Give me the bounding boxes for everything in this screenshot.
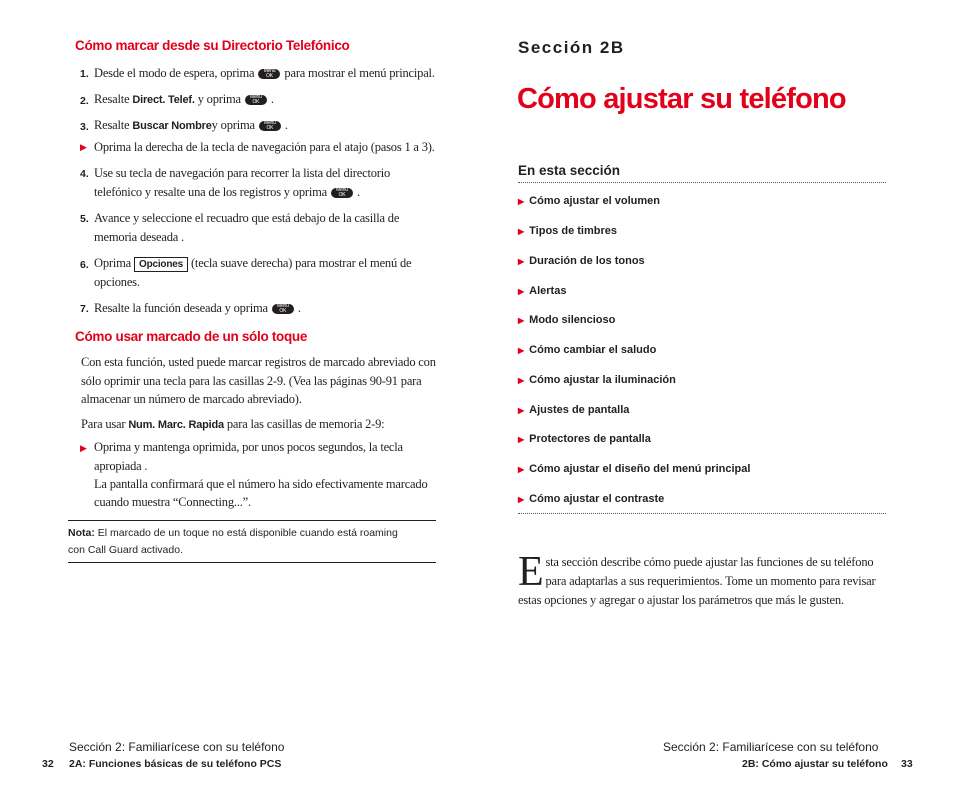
bullet-triangle-icon: ▶ — [518, 316, 525, 325]
page-title: Cómo ajustar su teléfono — [517, 83, 846, 115]
options-softkey-label: Opciones — [134, 257, 188, 272]
bullet-triangle-icon: ▶ — [518, 376, 525, 385]
step-number: 3. — [80, 121, 89, 133]
divider-dotted — [518, 182, 886, 183]
step-6-line-2: opciones. — [94, 275, 140, 289]
section-label: Sección 2B — [518, 38, 625, 57]
in-this-section-heading: En esta sección — [518, 163, 621, 178]
step-3: Resalte Buscar Nombrey oprima Menu OK . — [94, 118, 288, 132]
bullet-triangle-icon: ▶ — [518, 346, 525, 355]
toc-item[interactable]: ▶ Ajustes de pantalla — [518, 404, 630, 416]
toc-item[interactable]: ▶ Cómo ajustar la iluminación — [518, 374, 676, 386]
footer-chapter-right: 2B: Cómo ajustar su teléfono — [742, 758, 888, 770]
page-number-right: 33 — [901, 758, 913, 770]
shortcut-tip: Oprima la derecha de la tecla de navegación para el atajo (pasos 1 a 3). — [94, 140, 435, 154]
step-2: Resalte Direct. Telef. y oprima Menu OK . — [94, 92, 274, 106]
bullet-triangle-icon: ▶ — [518, 406, 525, 415]
step-7: Resalte la función deseada y oprima Menu OK . — [94, 301, 301, 315]
toc-item[interactable]: ▶ Protectores de pantalla — [518, 433, 651, 445]
bullet-triangle-icon: ▶ — [80, 142, 87, 152]
toc-item[interactable]: ▶ Modo silencioso — [518, 314, 616, 326]
menu-ok-key-icon: Menu OK — [272, 304, 294, 314]
step-1: Desde el modo de espera, oprima Menu OK para mostrar el menú principal. — [94, 66, 435, 80]
footer-section-right: Sección 2: Familiarícese con su teléfono — [663, 740, 879, 754]
bullet-triangle-icon: ▶ — [518, 287, 525, 296]
paragraph-line: almacenar un número de marcado abreviado). — [81, 392, 302, 406]
bullet-line: cuando muestra “Connecting...”. — [94, 495, 251, 509]
bullet-triangle-icon: ▶ — [518, 197, 525, 206]
page-number-left: 32 — [42, 758, 54, 770]
note-text-2: con Call Guard activado. — [68, 544, 183, 556]
step-4-line-2: telefónico y resalte una de los registros y oprima Menu OK . — [94, 185, 360, 199]
menu-ok-key-icon: Menu OK — [245, 95, 267, 105]
note-text: El marcado de un toque no está disponible cuando está roaming — [97, 527, 398, 539]
step-6-line-1: Oprima Opciones (tecla suave derecha) para mostrar el menú de — [94, 256, 412, 270]
divider-dotted — [518, 513, 886, 514]
step-number: 4. — [80, 168, 89, 180]
menu-ok-key-icon: Menu OK — [258, 69, 280, 79]
step-number: 2. — [80, 95, 89, 107]
bullet-triangle-icon: ▶ — [518, 435, 525, 444]
heading-directory-dialing: Cómo marcar desde su Directorio Telefónico — [75, 38, 350, 53]
bullet-line: La pantalla confirmará que el número ha sido efectivamente marcado — [94, 477, 428, 491]
drop-cap: E — [518, 549, 544, 595]
step-number: 6. — [80, 259, 89, 271]
note-box — [68, 520, 436, 563]
step-number: 5. — [80, 213, 89, 225]
paragraph-usage: Para usar Num. Marc. Rapida para las casillas de memoria 2-9: — [81, 417, 385, 431]
toc-item[interactable]: ▶ Duración de los tonos — [518, 255, 645, 267]
toc-item[interactable]: ▶ Tipos de timbres — [518, 225, 617, 237]
menu-ok-key-icon: Menu OK — [259, 121, 281, 131]
bullet-triangle-icon: ▶ — [518, 227, 525, 236]
bullet-line: apropiada . — [94, 459, 148, 473]
intro-paragraph: Esta sección describe cómo puede ajustar las funciones de su teléfono para adaptarlas a sus requerimientos. Tome un momento para revisar estas opciones y agregar o ajustar los parámetros que más le gusten. — [518, 549, 876, 607]
toc-item[interactable]: ▶ Cómo ajustar el diseño del menú principal — [518, 463, 751, 475]
toc-item[interactable]: ▶ Cómo ajustar el volumen — [518, 195, 660, 207]
bullet-triangle-icon: ▶ — [80, 443, 87, 453]
bullet-triangle-icon: ▶ — [518, 465, 525, 474]
paragraph-line: Con esta función, usted puede marcar registros de marcado abreviado con — [81, 355, 436, 369]
heading-one-touch-dialing: Cómo usar marcado de un sólo toque — [75, 329, 308, 344]
bullet-line: Oprima y mantenga oprimida, por unos pocos segundos, la tecla — [94, 440, 403, 454]
step-number: 1. — [80, 68, 89, 80]
paragraph-line: sólo oprimir una tecla para las casillas 2-9. (Vea las páginas 90-91 para — [81, 374, 422, 388]
menu-ok-key-icon: Menu OK — [331, 188, 353, 198]
toc-item[interactable]: ▶ Alertas — [518, 285, 567, 297]
footer-section-left: Sección 2: Familiarícese con su teléfono — [69, 740, 285, 754]
footer-chapter-left: 2A: Funciones básicas de su teléfono PCS — [69, 758, 282, 770]
note-label: Nota: — [68, 527, 95, 539]
bullet-triangle-icon: ▶ — [518, 495, 525, 504]
step-4-line-1: Use su tecla de navegación para recorrer la lista del directorio — [94, 166, 391, 180]
step-5-line-2: memoria deseada . — [94, 230, 184, 244]
toc-item[interactable]: ▶ Cómo cambiar el saludo — [518, 344, 657, 356]
step-5-line-1: Avance y seleccione el recuadro que está debajo de la casilla de — [94, 211, 400, 225]
step-number: 7. — [80, 303, 89, 315]
bullet-triangle-icon: ▶ — [518, 257, 525, 266]
toc-item[interactable]: ▶ Cómo ajustar el contraste — [518, 493, 665, 505]
